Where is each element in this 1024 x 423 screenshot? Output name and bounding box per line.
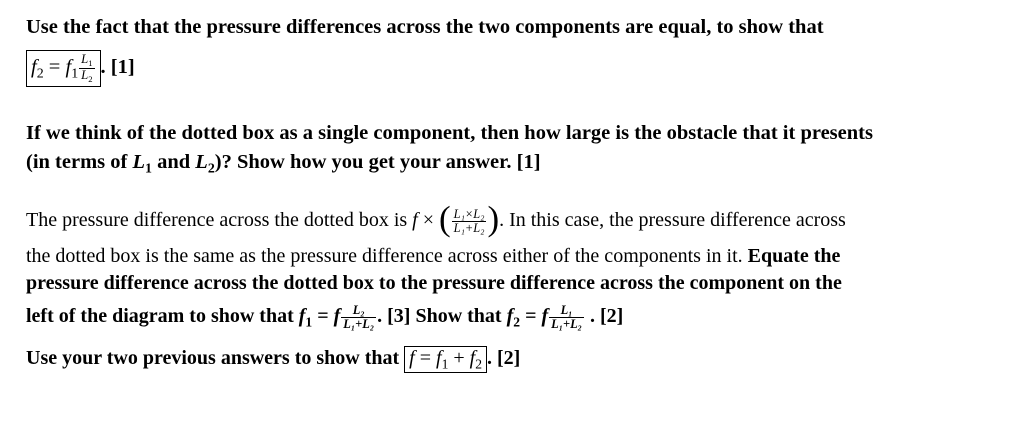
fraction-product-over-sum: $\frac{\text{L₁×L₂}}{\text{L₁+L₂}}$: [453, 206, 485, 235]
fraction-L2-over-sum: $\frac{\text{L₂}}{\text{L₁+L₂}}$: [343, 303, 375, 332]
question-2-line-2: (in terms of $L_1$ and $L_2$)? Show how you get your answer. [1]: [26, 151, 541, 177]
question-1-marks: . [1]: [100, 56, 135, 79]
boxed-equation-f2: $f_2 = f_1$ $\frac{L_1}{L_2}$: [26, 50, 101, 87]
fraction-L1-over-sum: $\frac{\text{L₁}}{\text{L₁+L₂}}$: [551, 303, 582, 332]
paragraph-3-line-4: left of the diagram to show that $f_1 = f$ $\frac{\text{L₂}}{\text{L₁+L₂}}$ . [3] Show that $f_2 = f$ $\frac{\text{L₁}}{\text{L₁+L₂}}$ . [2]: [26, 303, 624, 332]
paragraph-3-line-3: pressure difference across the dotted box to the pressure difference across the component on the: [26, 272, 842, 294]
question-2-line-1: If we think of the dotted box as a single component, then how large is the obstacle that it presents: [26, 122, 873, 144]
fraction-L1-over-L2: $\frac{L_1}{L_2}$: [81, 52, 93, 84]
boxed-equation-f-sum: $f = f_1 + f_2$: [404, 346, 487, 373]
paragraph-3-line-1: The pressure difference across the dotted box is f × ( $\frac{\text{L₁×L₂}}{\text{L₁+L₂}}$ ). In this case, the pressure difference across: [26, 199, 846, 238]
question-1-line-1: Use the fact that the pressure differences across the two components are equal, to show that: [26, 16, 824, 38]
paragraph-3-line-2: the dotted box is the same as the pressure difference across either of the components in it. Equate the: [26, 245, 841, 267]
question-4-line: Use your two previous answers to show that $f = f_1 + f_2$ . [2]: [26, 347, 521, 372]
question-1-line-2: [26, 50, 135, 87]
